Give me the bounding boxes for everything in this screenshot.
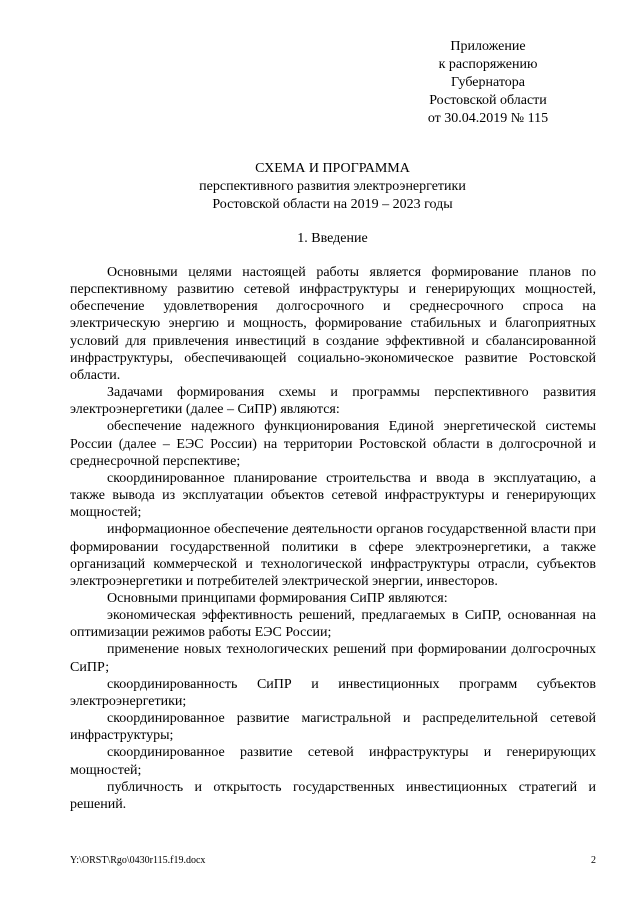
paragraph: Основными принципами формирования СиПР являются: <box>107 590 448 606</box>
footer-file-path: Y:\ORST\Rgo\0430r115.f19.docx <box>70 855 206 866</box>
appendix-stamp <box>408 38 568 128</box>
section-heading: 1. Введение <box>297 231 368 246</box>
paragraph: скоординированное планирование строительства и ввода в эксплуатацию, а также вывода из эксплуатации объектов сетевой инфраструктуры и генерирующих мощностей; <box>70 470 596 521</box>
paragraph: Задачами формирования схемы и программы перспективного развития электроэнергетики (далее – СиПР) являются: <box>70 385 596 418</box>
body-text <box>70 264 596 813</box>
paragraph: экономическая эффективность решений, предлагаемых в СиПР, основанная на оптимизации режимов работы ЕЭС России; <box>70 608 596 641</box>
page-number: 2 <box>591 855 596 866</box>
document-title <box>70 160 595 214</box>
paragraph: скоординированное развитие сетевой инфраструктуры и генерирующих мощностей; <box>70 745 596 778</box>
paragraph: информационное обеспечение деятельности органов государственной власти при формировании государственной политики в сфере электроэнергетики, а также организаций коммерческой и технологической инфраструктуры отрасли, субъектов электроэнергетики и потребителей электрической энергии, инвесторов. <box>70 522 596 589</box>
paragraph: скоординированное развитие магистральной и распределительной сетевой инфраструктуры; <box>70 711 596 744</box>
paragraph: обеспечение надежного функционирования Единой энергетической системы России (далее – ЕЭС России) на территории Ростовской области в долгосрочной и среднесрочной перспективе; <box>70 419 596 469</box>
appendix-line: Приложение <box>450 39 526 54</box>
appendix-line: от 30.04.2019 № 115 <box>427 111 549 126</box>
paragraph: Основными целями настоящей работы является формирование планов по перспективному развитию сетевой инфраструктуры и генерирующих мощностей, обеспечение удовлетворения долгосрочного и среднесрочного спроса на электрическую энергию и мощность, формирование стабильных и благоприятных условий для привлечения инвестиций в создание эффективной и сбалансированной инфраструктуры, обеспечивающей социально-экономическое развитие Ростовской области. <box>70 265 596 383</box>
paragraph: скоординированность СиПР и инвестиционных программ субъектов электроэнергетики; <box>70 676 596 709</box>
appendix-line: Губернатора <box>450 75 526 90</box>
paragraph: публичность и открытость государственных инвестиционных стратегий и решений. <box>70 779 596 812</box>
title-subtitle: Ростовской области на 2019 – 2023 годы <box>212 197 453 212</box>
title-main: СХЕМА И ПРОГРАММА <box>255 161 410 176</box>
appendix-line: к распоряжению <box>438 57 538 72</box>
paragraph: применение новых технологических решений при формировании долгосрочных СиПР; <box>70 642 596 675</box>
title-subtitle: перспективного развития электроэнергетики <box>199 179 466 194</box>
appendix-line: Ростовской области <box>429 93 547 108</box>
